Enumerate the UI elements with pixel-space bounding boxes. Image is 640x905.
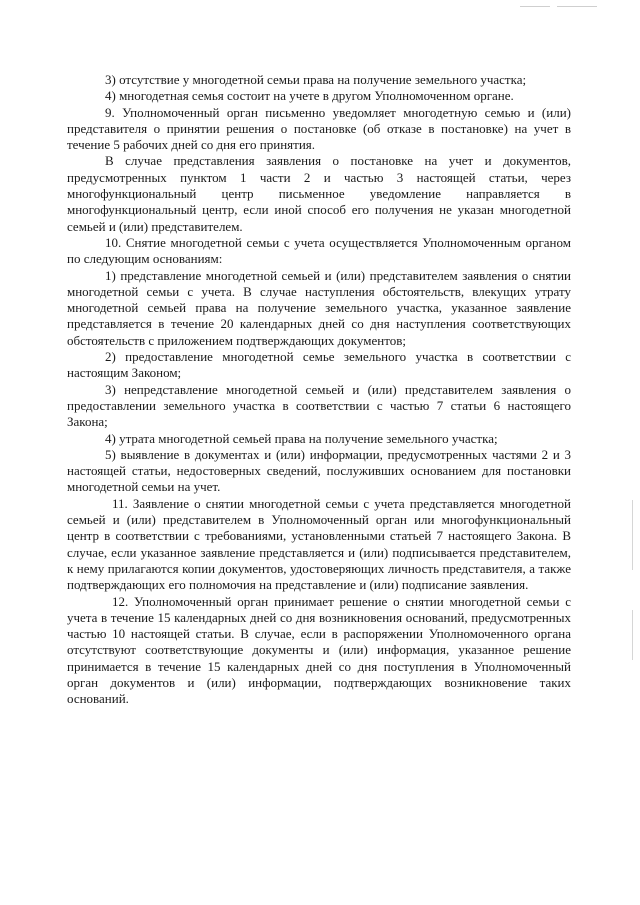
paragraph-ground-1: 1) представление многодетной семьей и (или) представителем заявления о снятии многодетной семьи с учета. В случае наступления обстоятельств, влекущих утрату многодетной семьей права на получение земельного участка, указанное заявление представляется в течение 20 календарных дней со дня наступления соответствующих обстоятельств с приложением подтверждающих документов;	[67, 267, 571, 348]
paragraph-point-9: 9. Уполномоченный орган письменно уведомляет многодетную семью и (или) представителя о принятии решения о постановке (об отказе в постановке) на учет в течение 5 рабочих дней со дня его принятия.	[67, 104, 571, 153]
scan-artifact	[520, 6, 550, 7]
paragraph-mfc-notice: В случае представления заявления о постановке на учет и документов, предусмотренных пунктом 1 части 2 и частью 3 настоящей статьи, через многофункциональный центр письменное уведомление направляется в многофункциональный центр, если иной способ его получения не указан многодетной семьей и (или) представителем.	[67, 153, 571, 234]
scan-artifact	[557, 6, 597, 7]
document-body	[67, 72, 571, 708]
paragraph-ground-5: 5) выявление в документах и (или) информации, предусмотренных частями 2 и 3 настоящей статьи, недостоверных сведений, послуживших основанием для постановки многодетной семьи на учет.	[67, 446, 571, 495]
paragraph-point-10: 10. Снятие многодетной семьи с учета осуществляется Уполномоченным органом по следующим основаниям:	[67, 234, 571, 267]
paragraph-item-3: 3) отсутствие у многодетной семьи права на получение земельного участка;	[105, 72, 527, 87]
paragraph-item-4: 4) многодетная семья состоит на учете в другом Уполномоченном органе.	[105, 88, 514, 104]
scan-artifact	[632, 500, 633, 570]
paragraph-ground-3: 3) непредставление многодетной семьей и (или) представителем заявления о предоставлении земельного участка в соответствии с частью 7 статьи 6 настоящего Закона;	[67, 381, 571, 430]
paragraph-point-12: 12. Уполномоченный орган принимает решение о снятии многодетной семьи с учета в течение 15 календарных дней со дня возникновения оснований, предусмотренных частью 10 настоящей статьи. В случае, если в распоряжении Уполномоченного органа отсутствуют соответствующие документы и (или) информация, указанное решение принимается в течение 15 календарных дней со дня поступления в Уполномоченный орган документов и (или) информации, подтверждающих возникновение таких оснований.	[67, 593, 571, 707]
paragraph-ground-4: 4) утрата многодетной семьей права на получение земельного участка;	[105, 430, 498, 446]
scan-artifact	[632, 610, 633, 660]
paragraph-ground-2: 2) предоставление многодетной семье земельного участка в соответствии с настоящим Законом;	[67, 349, 571, 381]
paragraph-point-11: 11. Заявление о снятии многодетной семьи с учета представляется многодетной семьей и (или) представителем в Уполномоченный орган или многофункциональный центр в соответствии с требованиями, установленными статьей 7 настоящего Закона. В случае, если указанное заявление представляется и (или) подписывается представителем, к нему прилагаются копии документов, удостоверяющих личность представителя, а также подтверждающих его полномочия на представление и (или) подписание заявления.	[67, 495, 571, 593]
